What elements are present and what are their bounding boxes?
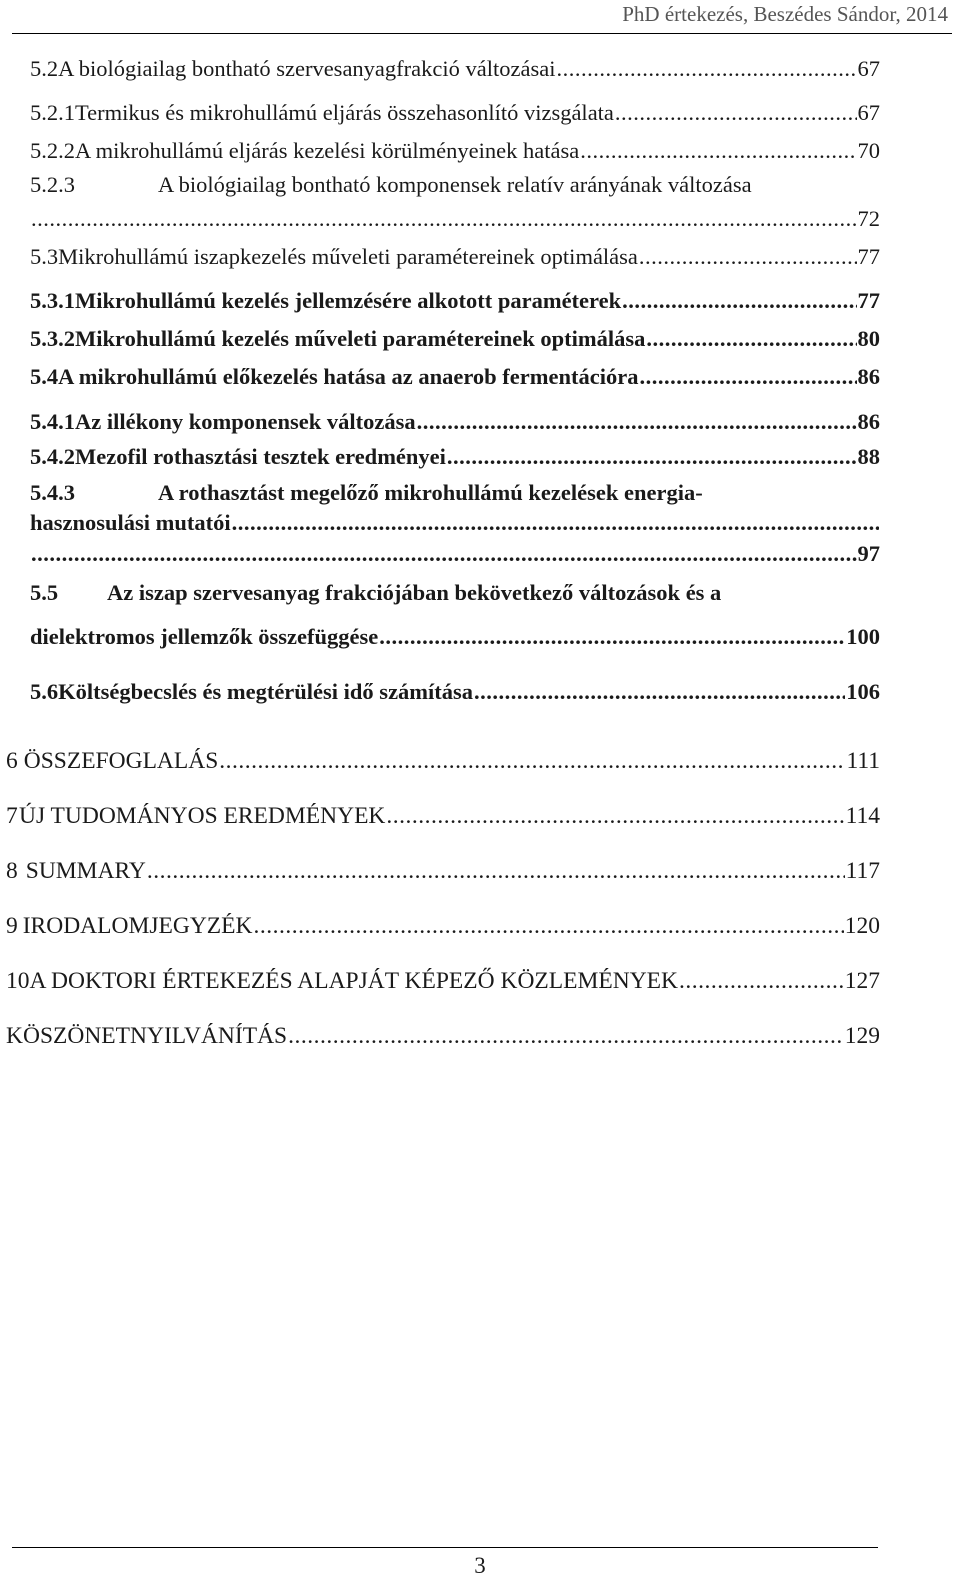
toc-page: 120 xyxy=(844,913,880,939)
toc-leader xyxy=(447,444,857,470)
toc-title: A biológiailag bontható komponensek relatív arányának változása xyxy=(158,172,752,197)
toc-entry-5-5[interactable] xyxy=(30,580,721,606)
toc-leader xyxy=(639,364,856,390)
toc-page: 72 xyxy=(857,206,880,231)
toc-title: A DOKTORI ÉRTEKEZÉS ALAPJÁT KÉPEZŐ KÖZLEMÉNYEK xyxy=(29,968,679,994)
toc-title: Az illékony komponensek változása xyxy=(75,409,416,434)
toc-page: 114 xyxy=(845,803,880,829)
toc-entry-5-5-line-2[interactable] xyxy=(30,624,880,650)
toc-leader xyxy=(386,803,844,830)
toc-page: 86 xyxy=(857,364,880,389)
toc-leader xyxy=(646,326,856,352)
toc-page: 77 xyxy=(857,288,880,313)
toc-leader xyxy=(580,138,856,164)
toc-number: 5.3.2 xyxy=(30,326,75,351)
toc-leader xyxy=(474,679,845,705)
toc-title: IRODALOMJEGYZÉK xyxy=(22,913,253,939)
toc-number: 5.2.1 xyxy=(30,100,75,125)
toc-entry-acknowledgements[interactable] xyxy=(6,1023,880,1050)
toc-page: 106 xyxy=(846,679,880,704)
toc-leader xyxy=(639,244,857,270)
toc-page: 70 xyxy=(857,138,880,163)
toc-leader xyxy=(622,288,856,314)
toc-entry-5-2-3-page-line[interactable] xyxy=(30,206,880,232)
toc-entry-5-3[interactable] xyxy=(30,244,880,270)
footer-rule xyxy=(12,1547,878,1548)
toc-number: 7 xyxy=(6,803,18,829)
toc-title-line-2: hasznosulási mutatói xyxy=(30,510,231,535)
toc-entry-10[interactable] xyxy=(6,968,880,995)
toc-number: 9 xyxy=(6,913,18,939)
toc-title: KÖSZÖNETNYILVÁNÍTÁS xyxy=(6,1023,288,1049)
toc-page: 86 xyxy=(857,409,880,434)
toc-entry-5-4-3-line-2[interactable] xyxy=(30,510,880,536)
toc-page: 67 xyxy=(857,100,880,125)
toc-leader xyxy=(556,56,856,82)
toc-entry-5-2-3[interactable] xyxy=(30,172,752,198)
toc-entry-5-2-2[interactable] xyxy=(30,138,880,164)
toc-title: A biológiailag bontható szervesanyagfrakció változásai xyxy=(58,56,556,81)
toc-number: 8 xyxy=(6,858,18,884)
toc-page: 80 xyxy=(857,326,880,351)
toc-leader xyxy=(147,858,845,885)
toc-number: 5.2.2 xyxy=(30,138,75,163)
toc-page: 111 xyxy=(846,748,880,774)
toc-page: 97 xyxy=(857,541,880,566)
toc-entry-8[interactable] xyxy=(6,858,880,885)
toc-page: 100 xyxy=(846,624,880,649)
toc-title: Mikrohullámú kezelés jellemzésére alkotott paraméterek xyxy=(75,288,622,313)
toc-title: SUMMARY xyxy=(25,858,146,884)
toc-number: 10 xyxy=(6,968,30,994)
toc-entry-5-4[interactable] xyxy=(30,364,880,390)
toc-title: Mikrohullámú iszapkezelés műveleti paramétereinek optimálása xyxy=(58,244,638,269)
toc-entry-7[interactable] xyxy=(6,803,880,830)
toc-page: 88 xyxy=(857,444,880,469)
toc-title: Költségbecslés és megtérülési idő számítása xyxy=(58,679,474,704)
toc-number: 5.2 xyxy=(30,56,59,81)
toc-page: 129 xyxy=(844,1023,880,1049)
toc-entry-5-4-3-page-line[interactable] xyxy=(30,541,880,567)
toc-page: 127 xyxy=(844,968,880,994)
toc-entry-5-2[interactable] xyxy=(30,56,880,82)
toc-leader xyxy=(417,409,857,435)
toc-number: 5.2.3 xyxy=(30,172,75,197)
toc-number: 5.3.1 xyxy=(30,288,75,313)
toc-number: 5.3 xyxy=(30,244,59,269)
toc-entry-5-2-1[interactable] xyxy=(30,100,880,126)
toc-leader xyxy=(288,1023,844,1050)
toc-entry-9[interactable] xyxy=(6,913,880,940)
toc-entry-5-4-2[interactable] xyxy=(30,444,880,470)
toc-entry-5-3-2[interactable] xyxy=(30,326,880,352)
toc-leader xyxy=(615,100,857,126)
toc-title: ÖSSZEFOGLALÁS xyxy=(23,748,219,774)
toc-title-line-2: dielektromos jellemzők összefüggése xyxy=(30,624,379,649)
toc-number: 5.4.3 xyxy=(30,480,75,505)
toc-leader xyxy=(232,510,879,536)
toc-entry-6[interactable] xyxy=(6,748,880,775)
toc-leader xyxy=(219,748,845,775)
toc-number: 5.6 xyxy=(30,679,59,704)
toc-title-line-1: A rothasztást megelőző mikrohullámú kezelések energia- xyxy=(158,480,703,505)
toc-leader xyxy=(379,624,845,650)
toc-title-line-1: Az iszap szervesanyag frakciójában bekövetkező változások és a xyxy=(107,580,722,605)
toc-page: 67 xyxy=(857,56,880,81)
toc-title: Mezofil rothasztási tesztek eredményei xyxy=(75,444,446,469)
page-number: 3 xyxy=(474,1553,486,1578)
toc-leader xyxy=(31,541,857,567)
toc-entry-5-4-1[interactable] xyxy=(30,409,880,435)
toc-leader xyxy=(253,913,843,940)
toc-leader xyxy=(31,206,857,232)
toc-page: 77 xyxy=(857,244,880,269)
toc-page: 117 xyxy=(845,858,880,884)
toc-leader xyxy=(679,968,844,995)
toc-number: 6 xyxy=(6,748,18,774)
toc-number: 5.4.2 xyxy=(30,444,75,469)
toc-entry-5-6[interactable] xyxy=(30,679,880,705)
toc-title: Mikrohullámú kezelés műveleti paramétereinek optimálása xyxy=(75,326,646,351)
running-header: PhD értekezés, Beszédes Sándor, 2014 xyxy=(622,2,948,26)
toc-title: A mikrohullámú eljárás kezelési körülményeinek hatása xyxy=(75,138,580,163)
toc-title: ÚJ TUDOMÁNYOS EREDMÉNYEK xyxy=(18,803,386,829)
toc-number: 5.5 xyxy=(30,580,59,605)
toc-entry-5-3-1[interactable] xyxy=(30,288,880,314)
toc-entry-5-4-3[interactable] xyxy=(30,480,703,506)
toc-title: A mikrohullámú előkezelés hatása az anaerob fermentációra xyxy=(58,364,639,389)
toc-title: Termikus és mikrohullámú eljárás összehasonlító vizsgálata xyxy=(75,100,614,125)
toc-number: 5.4 xyxy=(30,364,59,389)
toc-number: 5.4.1 xyxy=(30,409,75,434)
